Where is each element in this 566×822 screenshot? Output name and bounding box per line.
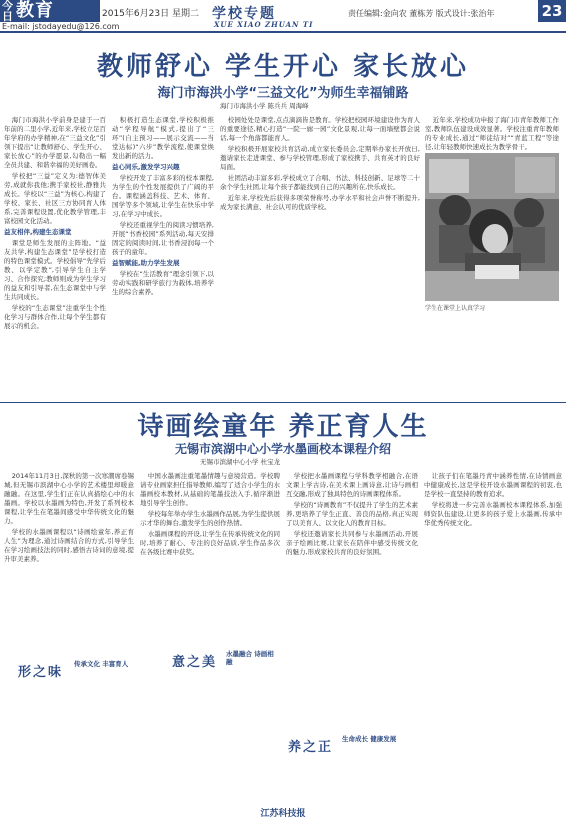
body-paragraph: 近年来,学校成功申报了海门市青年教师工作室,教师队伍建设成效显著。学校注重青年教师的专业成长,通过“师徒结对”“青蓝工程”等途径,让年轻教师快速成长为教学骨干。 <box>425 116 559 151</box>
contact-email: E-mail: jstodayedu@126.com <box>2 22 120 31</box>
body-paragraph: 校园处处是课堂,点点滴滴皆是教育。学校把校园环境建设作为育人的重要途径,精心打造“一院一廊一园”文化景观,让每一面墙壁都会说话,每一个角落都能育人。 <box>220 116 420 142</box>
body-paragraph: 中国水墨画注重笔墨情趣与意境营造。学校聘请专业画家担任指导教师,编写了适合小学生的水墨画校本教材,从基础的笔墨技法入手,循序渐进地引导学生创作。 <box>140 472 280 507</box>
page-header <box>0 0 566 32</box>
section-subheading: 益心同乐,激发学习兴趣 <box>112 163 180 171</box>
body-paragraph: 社团活动丰富多彩,学校成立了合唱、书法、科技创新、足球等二十余个学生社团,让每个孩子都能找到自己的兴趣所在,快乐成长。 <box>220 174 420 191</box>
body-paragraph: 海门市海洪小学前身是建于一百年前的二里小学,近年来,学校立足百年学府的办学精神,在“三益文化”引领下提出“让教师舒心、学生开心、家长放心”的办学愿景,勾勒出一幅全员共建、和谐幸福的美好画卷。 <box>4 116 106 169</box>
story1-column-4 <box>425 116 559 152</box>
subhead-xing: 形之味 <box>18 665 64 680</box>
body-paragraph: 积极打造生态课堂,学校积极推动“学程导航”模式,提出了“三环”(自主预习——展示交流——当堂达标)“六步”教学流程,使课堂焕发出新的活力。 <box>112 116 214 160</box>
body-paragraph: 学校在“生活教育”理念引领下,以劳动实践和研学旅行为载体,培养学生的综合素养。 <box>112 270 214 296</box>
body-paragraph: 学校将进一步完善水墨画校本课程体系,加强师资队伍建设,让更多的孩子爱上水墨画,传承中华优秀传统文化。 <box>424 501 562 527</box>
editor-credits: 责任编辑:金向农 董栋芳 版式设计:张治年 <box>348 9 495 18</box>
story-divider <box>0 402 566 403</box>
body-paragraph: 学校的“诗画教育”不仅提升了学生的艺术素养,更培养了学生正直、善良的品格,真正实现了以美育人、以文化人的教育目标。 <box>286 501 418 527</box>
subhead-xing-tag: 传承文化 丰富育人 <box>74 660 129 668</box>
story1-byline: 海门市海洪小学 陈兵兵 周海峰 <box>220 102 309 110</box>
body-paragraph: 学校还邀请家长共同参与水墨画活动,开展亲子绘画比赛,让家长在陪伴中感受传统文化的魅力,形成家校共育的良好氛围。 <box>286 530 418 556</box>
body-paragraph: 学校积极开展家校共育活动,成立家长委员会,定期举办家长开放日,邀请家长走进课堂、参与学校管理,形成了家校携手、共育英才的良好局面。 <box>220 145 420 171</box>
section-subheading: 益智赋能,助力学生发展 <box>112 259 180 267</box>
section-subheading: 益友相伴,构建生态课堂 <box>4 228 72 236</box>
section-title-pinyin: XUE XIAO ZHUAN TI <box>214 20 314 29</box>
story1-column-2 <box>112 116 214 399</box>
masthead-logo <box>0 0 100 22</box>
story2-column-2 <box>140 472 280 647</box>
body-paragraph: 水墨画课程的开设,让学生在传承传统文化的同时,培养了耐心、专注的良好品质,学生作品多次在各级比赛中获奖。 <box>140 530 280 556</box>
classroom-photo <box>425 153 559 301</box>
story2-column-3 <box>286 472 418 700</box>
masthead-education: 教育 <box>16 0 54 21</box>
body-paragraph: 学校把水墨画课程与学科教学相融合,在语文课上学古诗,在美术课上画诗意,让诗与画相互交融,形成了独具特色的诗画课程体系。 <box>286 472 418 498</box>
issue-date: 2015年6月23日 星期二 <box>102 9 199 19</box>
page-number: 23 <box>538 0 566 22</box>
header-rule <box>0 31 566 33</box>
body-paragraph: 课堂是师生发展的主阵地。“益友共学,构建生态课堂”是学校打造的特色课堂模式。学校倡导“先学后教、以学定教”,引导学生自主学习、合作探究;教师则成为学生学习的益友和引导者,在生态课堂中与学生共同成长。 <box>4 239 106 301</box>
body-paragraph: 学校的“生态课堂”注重学生个性化学习与群体合作,让每个学生都有展示的机会。 <box>4 304 106 330</box>
body-paragraph: 学校开发了丰富多彩的校本课程,为学生的个性发展提供了广阔的平台。课程涵盖科技、艺术、体育、国学等多个领域,让学生在快乐中学习,在学习中成长。 <box>112 174 214 218</box>
story1-column-1 <box>4 116 106 399</box>
body-paragraph: 学校还重视学生的阅读习惯培养,开展“书香校园”系列活动,每天安排固定的阅读时间,让书香浸润每一个孩子的童年。 <box>112 221 214 256</box>
subhead-yang: 养之正 <box>288 740 334 755</box>
story1-headline: 教师舒心 学生开心 家长放心 <box>96 52 470 82</box>
body-paragraph: 学校每年举办学生水墨画作品展,为学生提供展示才华的舞台,激发学生的创作热情。 <box>140 510 280 527</box>
photo-caption: 学生在课堂上认真学习 <box>425 305 486 312</box>
masthead-today: 今日 <box>2 0 13 23</box>
subhead-yang-tag: 生命成长 健康发展 <box>342 735 397 743</box>
story1-subheadline: 海门市海洪小学“三益文化”为师生幸福铺路 <box>157 86 409 101</box>
section-title: 学校专题 <box>212 6 276 22</box>
body-paragraph: 2014年11月3日,深秋的第一次寒潮席卷锡城,但无锡市滨湖中心小学的艺术楼里却暖意融融。在这里,学生们正在认真描绘心中的水墨画。学校以水墨画为特色,开发了系列校本课程,让学生在笔墨间感受中华传统文化的魅力。 <box>4 472 134 525</box>
subhead-yi: 意之美 <box>172 655 218 670</box>
body-paragraph: 近年来,学校先后获得多项荣誉称号,办学水平和社会声誉不断提升,成为家长满意、社会认可的优质学校。 <box>220 194 420 211</box>
body-paragraph: 学校把“三益”定义为:德智体美劳,成就你我他;携手家校社,静雅共成长。学校以“三益”为核心,构建了学校、家长、社区三方协同育人体系,完善课程设置,优化教学管理,丰富校园文化活动。 <box>4 172 106 225</box>
story2-column-1 <box>4 472 134 652</box>
story2-column-4 <box>424 472 562 772</box>
body-paragraph: 让孩子们在笔墨丹青中涵养性情,在诗情画意中健康成长,这是学校开设水墨画课程的初衷,也是学校一直坚持的教育追求。 <box>424 472 562 498</box>
story2-headline: 诗画绘童年 养正育人生 <box>137 412 429 442</box>
body-paragraph: 学校的水墨画课程以“诗画绘童年,养正育人生”为理念,通过诗画结合的方式,引导学生在学习绘画技法的同时,感悟古诗词的意境,提升审美素养。 <box>4 528 134 563</box>
story1-column-3 <box>220 116 420 399</box>
subhead-yi-tag: 水墨融合 诗画相融 <box>226 650 274 666</box>
story2-byline: 无锡市滨湖中心小学 杜宝龙 <box>200 458 281 466</box>
page-footer: 江苏科技报 <box>260 809 306 819</box>
story2-subheadline: 无锡市滨湖中心小学水墨画校本课程介绍 <box>174 442 391 456</box>
